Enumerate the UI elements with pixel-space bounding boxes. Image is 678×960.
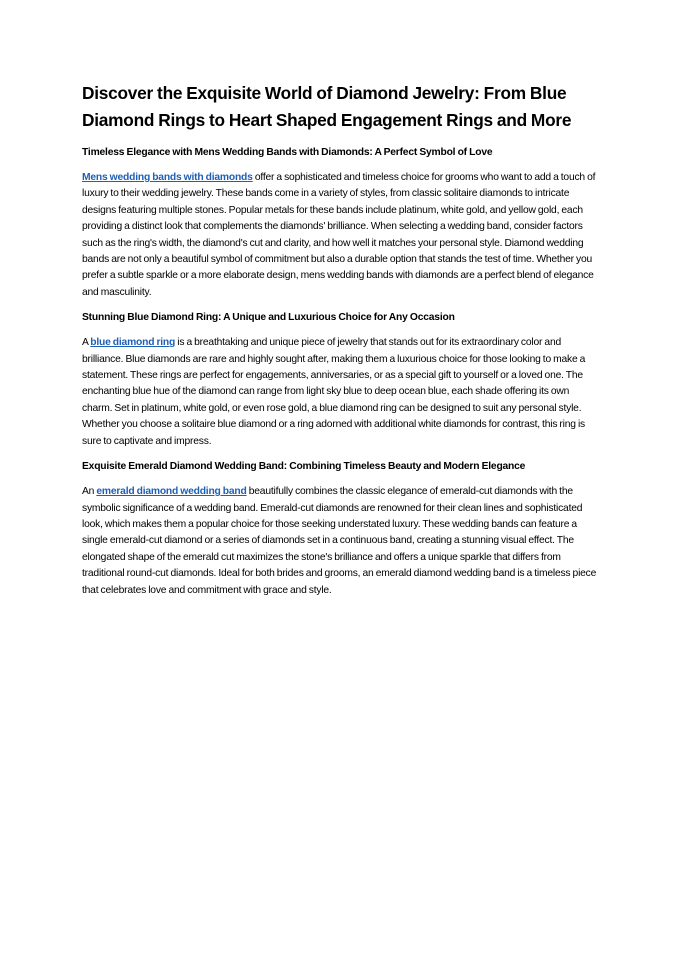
paragraph-mens-bands bbox=[82, 170, 597, 301]
paragraph-body: beautifully combines the classic elegance of emerald-cut diamonds with the symbolic significance of a wedding band. Emerald-cut diamonds are renowned for their clean lines and sophisticated look, which makes them a popular choice for those seeking understated luxury. These wedding bands can feature a single emerald-cut diamond or a series of diamonds set in a continuous band, creating a stunning visual effect. The elongated shape of the emerald cut maximizes the stone's brilliance and offers a unique sparkle that differs from traditional round-cut diamonds. Ideal for both brides and grooms, an emerald diamond wedding band is a timeless piece that celebrates love and commitment with grace and style. bbox=[82, 486, 597, 596]
section-heading-emerald-band: Exquisite Emerald Diamond Wedding Band: Combining Timeless Beauty and Modern Elegance bbox=[82, 461, 526, 473]
document-page bbox=[82, 80, 597, 609]
paragraph-lead: An bbox=[82, 486, 97, 498]
link-blue-diamond-ring[interactable]: blue diamond ring bbox=[90, 337, 176, 349]
link-emerald-diamond-wedding-band[interactable]: emerald diamond wedding band bbox=[96, 486, 247, 498]
paragraph-blue-diamond bbox=[82, 335, 597, 450]
page-title: Discover the Exquisite World of Diamond Jewelry: From Blue Diamond Rings to Heart Shaped Engagement Rings and More bbox=[82, 83, 572, 130]
paragraph-emerald-band bbox=[82, 484, 597, 599]
paragraph-body: offer a sophisticated and timeless choice for grooms who want to add a touch of luxury to their wedding jewelry. These bands come in a variety of styles, from classic solitaire diamonds to intricate designs featuring multiple stones. Popular metals for these bands include platinum, white gold, and yellow gold, each providing a distinct look that complements the diamonds' brilliance. When selecting a wedding band, consider factors such as the ring's width, the diamond's cut and clarity, and how well it matches your personal style. Diamond wedding bands are not only a beautiful symbol of commitment but also a durable option that stands the test of time. Whether you prefer a subtle sparkle or a more elaborate design, mens wedding bands with diamonds are a perfect blend of elegance and masculinity. bbox=[82, 172, 596, 298]
section-heading-mens-bands: Timeless Elegance with Mens Wedding Bands with Diamonds: A Perfect Symbol of Love bbox=[82, 147, 493, 158]
section-heading-blue-diamond: Stunning Blue Diamond Ring: A Unique and Luxurious Choice for Any Occasion bbox=[82, 312, 455, 324]
paragraph-lead: A bbox=[82, 337, 91, 349]
link-mens-wedding-bands[interactable]: Mens wedding bands with diamonds bbox=[82, 172, 253, 183]
paragraph-body: is a breathtaking and unique piece of jewelry that stands out for its extraordinary color and brilliance. Blue diamonds are rare and highly sought after, making them a luxurious choice for those looking to make a statement. These rings are perfect for engagements, anniversaries, or as a special gift to yourself or a loved one. The enchanting blue hue of the diamond can range from light sky blue to deep ocean blue, each shade offering its own charm. Set in platinum, white gold, or even rose gold, a blue diamond ring can be designed to suit any personal style. Whether you choose a solitaire blue diamond or a ring adorned with additional white diamonds for contrast, this ring is sure to captivate and impress. bbox=[82, 337, 586, 447]
